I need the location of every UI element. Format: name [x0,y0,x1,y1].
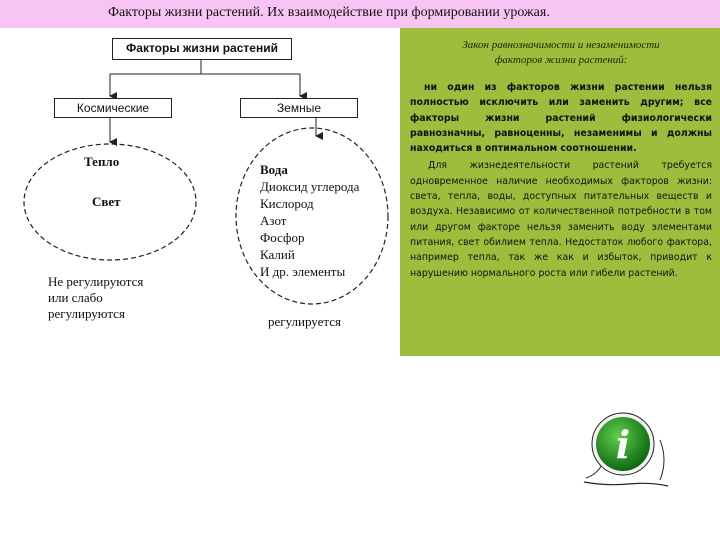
info-letter: i [615,422,631,467]
cosmic-note-line-3: регулируются [48,306,125,321]
earth-item-co2: Диоксид углерода [260,179,360,194]
cosmic-note-line-2: или слабо [48,290,103,305]
page-title: Факторы жизни растений. Их взаимодействие при формировании урожая. [108,5,550,20]
earth-item-nitrogen: Азот [260,213,287,228]
law-title [410,38,712,68]
title-bar [0,0,720,28]
cosmic-factor-box: Космические [54,98,172,118]
earth-item-oxygen: Кислород [260,196,314,211]
law-title-line-2: факторов жизни растений: [494,54,628,66]
earth-factor-box: Земные [240,98,358,118]
earth-item-other: И др. элементы [260,264,346,279]
earth-item-water: Вода [260,162,288,177]
law-paragraph-1: ни один из факторов жизни растении нельзя полностью исключить или заменить другим; все факторы жизни растений физиологически равнозначны, равноценны, незаменимы и должны находиться в оптимальном соотношении. [410,82,712,155]
law-paragraph-2: Для жизнедеятельности растений требуется одновременное наличие необходимых факторов жизни: света, тепла, воды, доступных питательных веществ и воздуха. Независимо от количественной потребности в том или другом факторе нельзя заменить воду элементами питания, свет обилием тепла. Недостаток любого фактора, например тепла, так же как и избыток, приводит к нарушению нормального роста или гибели растений. [410,160,712,279]
earth-item-phosphorus: Фосфор [260,230,305,245]
root-factor-box: Факторы жизни растений [112,38,292,60]
law-title-line-1: Закон равнозначимости и незаменимости [462,39,660,51]
cosmic-note-line-1: Не регулируются [48,274,144,289]
earth-note: регулируется [268,314,341,329]
law-panel [400,28,720,356]
info-icon[interactable] [576,410,676,490]
earth-item-potassium: Калий [260,247,295,262]
factors-diagram [0,30,400,350]
cosmic-item-heat: Тепло [84,154,120,169]
cosmic-item-light: Свет [92,194,121,209]
